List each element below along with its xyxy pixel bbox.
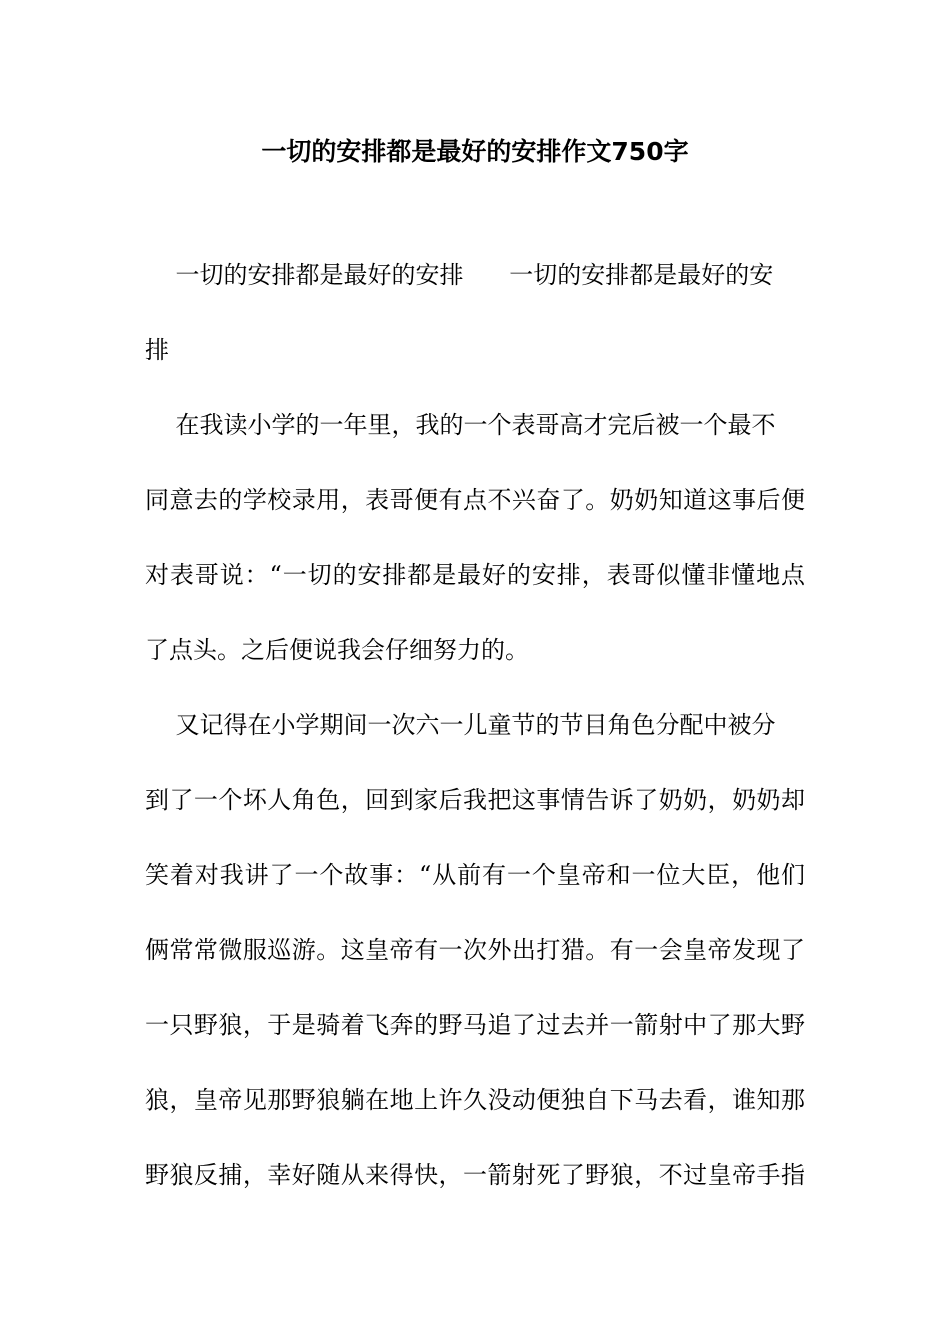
body-line: 一切的安排都是最好的安排 一切的安排都是最好的安 xyxy=(145,261,774,289)
body-line: 了点头。之后便说我会仔细努力的。 xyxy=(145,636,529,664)
document-body xyxy=(145,257,805,1232)
body-line: 在我读小学的一年里，我的一个表哥高才完后被一个最不 xyxy=(145,411,776,439)
body-line: 一只野狼，于是骑着飞奔的野马追了过去并一箭射中了那大野 xyxy=(145,1011,805,1039)
body-line: 又记得在小学期间一次六一儿童节的节目角色分配中被分 xyxy=(145,711,776,739)
body-line: 笑着对我讲了一个故事：“从前有一个皇帝和一位大臣，他们 xyxy=(145,861,805,889)
body-line: 狼，皇帝见那野狼躺在地上许久没动便独自下马去看，谁知那 xyxy=(145,1086,805,1114)
body-line: 对表哥说：“一切的安排都是最好的安排，表哥似懂非懂地点 xyxy=(145,561,805,589)
body-line: 排 xyxy=(145,336,169,364)
body-line: 同意去的学校录用，表哥便有点不兴奋了。奶奶知道这事后便 xyxy=(145,486,805,514)
body-line: 俩常常微服巡游。这皇帝有一次外出打猎。有一会皇帝发现了 xyxy=(145,936,805,964)
body-line: 到了一个坏人角色，回到家后我把这事情告诉了奶奶，奶奶却 xyxy=(145,786,805,814)
body-line: 野狼反捕，幸好随从来得快，一箭射死了野狼，不过皇帝手指 xyxy=(145,1161,805,1189)
document-title: 一切的安排都是最好的安排作文750字 xyxy=(261,137,689,166)
